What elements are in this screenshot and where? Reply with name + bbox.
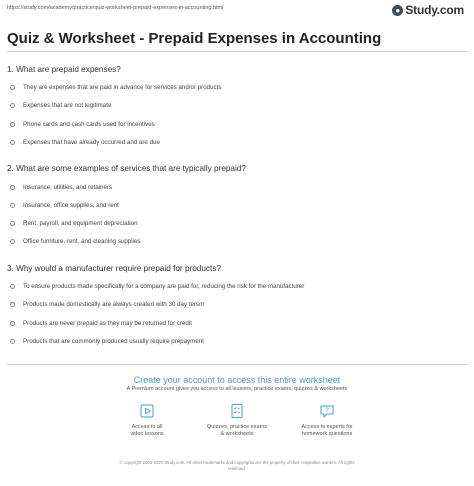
study-logo-icon: ● <box>392 5 403 16</box>
question-2: 2. What are some examples of services that are typically prepaid? <box>7 164 246 173</box>
radio-button[interactable] <box>10 85 15 90</box>
divider <box>7 364 467 365</box>
feature-quizzes-worksheets <box>192 403 282 438</box>
study-logo[interactable] <box>392 3 464 17</box>
radio-button[interactable] <box>10 221 15 226</box>
copyright-footer <box>90 460 384 471</box>
question-2-option-4[interactable] <box>10 238 141 245</box>
radio-button[interactable] <box>10 239 15 244</box>
option-label: To ensure products made specifically for a company are paid for, reducing the risk for the manufacturer <box>23 283 305 290</box>
feature-label: Quizzes, practice exams <box>207 424 267 430</box>
feature-label: video lessons <box>130 431 164 437</box>
feature-video-lessons <box>102 403 192 438</box>
option-label: Insurance, utilities, and retainers <box>23 184 113 191</box>
question-1-option-4[interactable] <box>10 139 160 146</box>
radio-button[interactable] <box>10 185 15 190</box>
question-3-option-2[interactable] <box>10 301 204 308</box>
divider <box>7 51 467 52</box>
question-1-option-1[interactable] <box>10 84 221 91</box>
option-label: They are expenses that are paid in advance for services and/or products <box>23 84 222 91</box>
option-label: Insurance, office supplies, and rent <box>23 202 119 209</box>
radio-button[interactable] <box>10 321 15 326</box>
question-3-option-1[interactable] <box>10 283 304 290</box>
radio-button[interactable] <box>10 284 15 289</box>
quiz-worksheet-icon <box>229 403 245 419</box>
option-label: Products that are commonly produced usually require prepayment <box>23 338 204 345</box>
svg-text:?: ? <box>325 408 329 415</box>
option-label: Products are never prepaid as they may be returned for credit <box>23 320 192 327</box>
feature-label: Access to experts for <box>301 424 353 430</box>
question-1-option-3[interactable] <box>10 121 155 128</box>
question-3-option-3[interactable] <box>10 320 192 327</box>
expert-question-icon <box>319 403 335 419</box>
page-url: https://study.com/academy/practice/quiz-worksheet-prepaid-expenses-in-accounting.html <box>7 5 224 11</box>
question-1-option-2[interactable] <box>10 102 111 109</box>
feature-label: Access to all <box>131 424 163 430</box>
feature-label: homework questions <box>301 431 353 437</box>
option-label: Rent, payroll, and equipment depreciation <box>23 220 138 227</box>
radio-button[interactable] <box>10 203 15 208</box>
feature-label: & worksheets <box>220 431 254 437</box>
page-title: Quiz & Worksheet - Prepaid Expenses in Accounting <box>7 30 382 47</box>
radio-button[interactable] <box>10 339 15 344</box>
study-logo-text: Study.com <box>405 3 464 17</box>
video-lesson-icon <box>139 403 155 419</box>
copyright-text: © copyright 2003-2020 Study.com. All other trademarks and copyrights are the property of their respective owners. All rights <box>119 460 355 465</box>
option-label: Office furniture, rent, and cleaning supplies <box>23 238 141 245</box>
question-1: 1. What are prepaid expenses? <box>7 65 121 74</box>
question-2-option-2[interactable] <box>10 202 119 209</box>
question-2-option-3[interactable] <box>10 220 138 227</box>
radio-button[interactable] <box>10 302 15 307</box>
premium-description: A Premium account gives you access to all lessons, practice exams, quizzes & worksheets <box>126 386 348 392</box>
option-label: Expenses that are not legitimate <box>23 102 112 109</box>
radio-button[interactable] <box>10 122 15 127</box>
radio-button[interactable] <box>10 140 15 145</box>
option-label: Expenses that have already occurred and are due <box>23 139 160 146</box>
question-2-option-1[interactable] <box>10 184 112 191</box>
feature-expert-help <box>282 403 372 438</box>
radio-button[interactable] <box>10 103 15 108</box>
question-3-option-4[interactable] <box>10 338 204 345</box>
option-label: Products made domestically are always created with 30 day tersm <box>23 301 205 308</box>
create-account-link[interactable]: Create your account to access this entire worksheet <box>133 375 341 385</box>
option-label: Phone cards and cash cards used for incentives <box>23 121 155 128</box>
copyright-text: reserved. <box>228 465 246 471</box>
page-header <box>0 0 474 20</box>
question-3: 3. Why would a manufacturer require prepaid for products? <box>7 264 221 273</box>
